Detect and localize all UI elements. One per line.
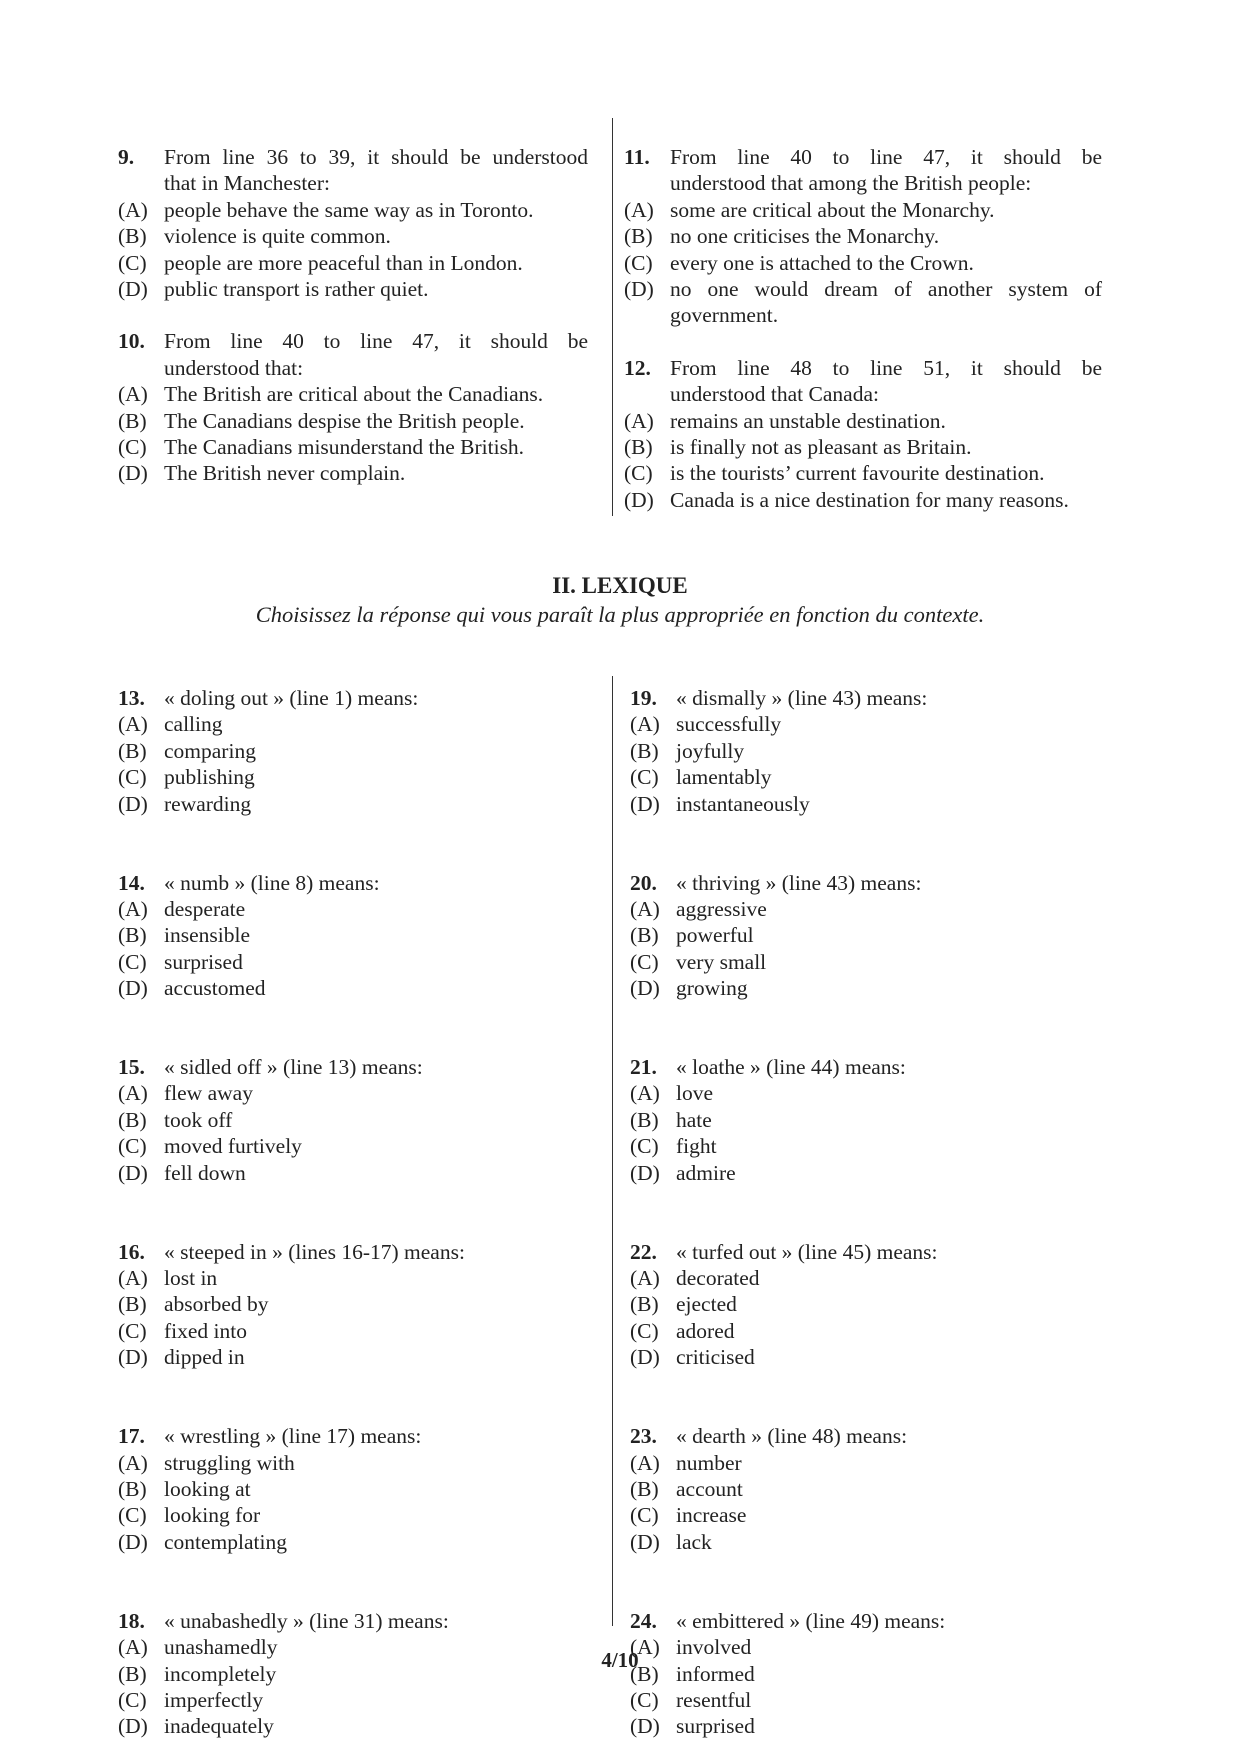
question-stem: « wrestling » (line 17) means: [164,1424,422,1449]
option-d: (D) The British never complain. [118,461,406,486]
option-a: (A) lost in [118,1266,218,1291]
option-d: (D) fell down [118,1160,246,1185]
option-a: (A) desperate [118,896,246,921]
question-21 [630,1054,1100,1186]
option-d: (D) growing [630,976,748,1001]
question-9 [118,144,588,302]
question-number: 14. [118,870,145,895]
option-a: (A) love [630,1081,714,1106]
option-d: (D) dipped in [118,1345,245,1370]
question-stem: understood that Canada: [670,382,879,407]
question-stem: « doling out » (line 1) means: [164,686,419,710]
option-d: (D) accustomed [118,976,266,1001]
option-b: (B) incompletely [118,1661,277,1686]
question-number: 23. [630,1424,657,1449]
option-b: (B) powerful [630,923,754,948]
question-stem: From line 36 to 39, it should be understood [164,145,588,169]
section-title: II. LEXIQUE [552,573,688,598]
option-c: (C) imperfectly [118,1687,264,1712]
question-number: 24. [630,1608,657,1633]
question-number: 17. [118,1424,145,1449]
question-number: 15. [118,1055,145,1080]
option-a: (A) involved [630,1635,752,1660]
option-a: (A) struggling with [118,1450,295,1475]
question-stem: « dearth » (line 48) means: [676,1424,908,1449]
option-a: (A) people behave the same way as in Toronto. [118,197,534,222]
question-number: 19. [630,686,657,710]
option-c: (C) surprised [118,949,243,974]
option-a: (A) calling [118,712,223,737]
option-b: (B) The Canadians despise the British people. [118,408,525,433]
option-c: (C) moved furtively [118,1134,302,1159]
question-stem: « dismally » (line 43) means: [676,686,928,710]
question-24 [630,1608,1100,1740]
option-b: (B) absorbed by [118,1292,269,1317]
option-a: (A) successfully [630,712,782,737]
option-a: (A) The British are critical about the Canadians. [118,382,544,407]
option-b: (B) informed [630,1661,755,1686]
option-b: (B) violence is quite common. [118,224,391,249]
question-11: 11. From line 40 to line 47, it should be understood that among the British people: (A) some are critical about the Monarchy. (B) no one criticises the Monarchy. (C) every one is attached to the Crown. (D) no one would dream of another system of government. [624,145,1102,328]
question-stem: « unabashedly » (line 31) means: [164,1608,449,1633]
option-d: (D) public transport is rather quiet. [118,276,429,301]
option-c: (C) very small [630,949,767,974]
option-c: (C) people are more peaceful than in London. [118,250,523,275]
option-c: (C) looking for [118,1503,261,1528]
option-b: (B) no one criticises the Monarchy. [624,224,940,249]
option-c: (C) resentful [630,1687,752,1712]
option-d: (D) contemplating [118,1529,287,1554]
question-number: 10. [118,329,145,354]
option-c: (C) fight [630,1134,717,1159]
question-stem: « loathe » (line 44) means: [676,1055,906,1080]
option-d: (D) lack [630,1529,712,1554]
option-a: (A) unashamedly [118,1635,278,1660]
option-a: (A) aggressive [630,896,767,921]
question-stem: understood that among the British people: [670,171,1032,196]
lexique-right-column [630,685,1100,1740]
option-d: (D) criticised [630,1345,755,1370]
option-d: (D) instantaneously [630,791,810,816]
option-a: (A) decorated [630,1266,760,1291]
question-17 [118,1423,588,1555]
option-c: (C) is the tourists’ current favourite destination. [624,461,1045,486]
question-number: 18. [118,1608,145,1633]
option-d: (D) rewarding [118,791,252,816]
question-18 [118,1608,588,1740]
option-b: (B) is finally not as pleasant as Britain. [624,434,972,459]
option-a: (A) number [630,1450,742,1475]
option-a: (A) some are critical about the Monarchy. [624,197,995,222]
question-10 [118,328,588,486]
page-number: 4/10 [601,1648,639,1672]
question-number: 21. [630,1055,657,1080]
option-d: (D) no one would dream of another system of [624,276,1102,301]
question-stem: From line 48 to line 51, it should be [670,355,1102,380]
option-c: (C) fixed into [118,1318,247,1343]
option-b: (B) ejected [630,1292,737,1317]
option-c: (C) every one is attached to the Crown. [624,250,974,275]
question-stem: « embittered » (line 49) means: [676,1608,946,1633]
option-b: (B) comparing [118,738,256,763]
option-c: (C) publishing [118,765,255,790]
question-22 [630,1239,1100,1371]
option-c: (C) The Canadians misunderstand the British. [118,434,525,459]
lexique-left-column [118,685,588,1740]
question-number: 9. [118,145,135,169]
question-stem: that in Manchester: [164,171,330,196]
question-12 [624,355,1102,513]
question-number: 13. [118,686,145,710]
question-number: 12. [624,355,651,380]
question-number: 16. [118,1239,145,1264]
comprehension-right-column [624,144,1102,513]
option-b: (B) insensible [118,923,250,948]
question-stem: « steeped in » (lines 16-17) means: [164,1239,465,1264]
option-c: (C) adored [630,1318,735,1343]
option-b: (B) joyfully [630,738,745,763]
comprehension-left-column [118,144,588,487]
column-divider-bottom [612,676,613,1626]
question-number: 22. [630,1239,657,1264]
question-14 [118,870,588,1002]
question-20 [630,870,1100,1002]
question-number: 11. [624,145,650,169]
section-instruction: Choisissez la réponse qui vous paraît la plus appropriée en fonction du contexte. [255,602,985,627]
question-23 [630,1423,1100,1555]
question-number: 20. [630,870,657,895]
question-stem: From line 40 to line 47, it should be [670,145,1102,169]
option-c: (C) lamentably [630,765,772,790]
question-stem: « turfed out » (line 45) means: [676,1239,938,1264]
option-b: (B) took off [118,1107,233,1132]
question-15 [118,1054,588,1186]
question-stem: From line 40 to line 47, it should be [164,329,588,354]
column-divider-top [612,118,613,516]
question-stem: « thriving » (line 43) means: [676,870,922,895]
question-stem: « sidled off » (line 13) means: [164,1055,423,1080]
option-b: (B) hate [630,1107,712,1132]
option-d: (D) surprised [630,1714,755,1739]
question-stem: understood that: [164,355,304,380]
question-16 [118,1239,588,1371]
option-d: (D) admire [630,1160,736,1185]
option-b: (B) account [630,1476,743,1501]
option-d: (D) inadequately [118,1714,274,1739]
option-b: (B) looking at [118,1476,251,1501]
option-a: (A) flew away [118,1081,253,1106]
question-stem: « numb » (line 8) means: [164,870,380,895]
question-13 [118,685,588,817]
option-d: (D) Canada is a nice destination for many reasons. [624,487,1069,512]
question-19 [630,685,1100,817]
option-a: (A) remains an unstable destination. [624,408,946,433]
option-c: (C) increase [630,1503,747,1528]
